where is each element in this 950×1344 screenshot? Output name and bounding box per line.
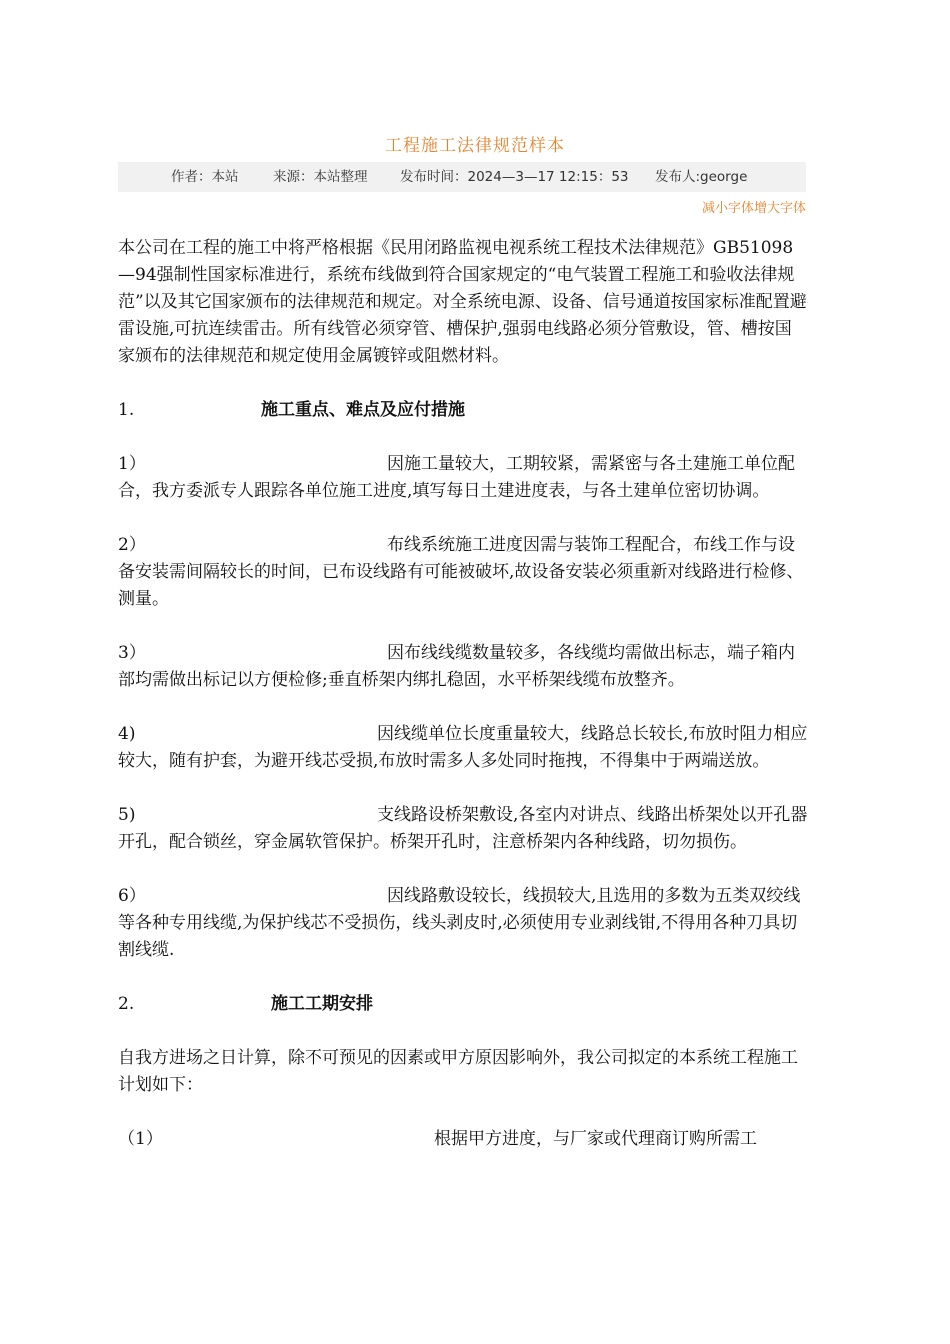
item-text: 支线路设桥架敷设,各室内对讲点、线路出桥架处以开孔器开孔，配合锁丝，穿金属软管保护。桥架开孔时，注意桥架内各种线路，切勿损伤。 xyxy=(118,805,808,852)
item-number: 3） xyxy=(118,643,146,663)
section-1-heading xyxy=(118,397,808,424)
list-item xyxy=(118,721,808,775)
increase-font-link[interactable]: 增大字体 xyxy=(753,201,806,216)
list-item xyxy=(118,451,808,505)
list-item xyxy=(118,640,808,694)
section-2-number: 2. xyxy=(118,994,135,1014)
item-text: 因施工量较大，工期较紧，需紧密与各土建施工单位配合，我方委派专人跟踪各单位施工进度,填写每日土建进度表，与各土建单位密切协调。 xyxy=(118,454,795,501)
list-item xyxy=(118,802,808,856)
list-item xyxy=(118,1126,808,1153)
article-meta-bar xyxy=(118,162,806,192)
item-number: （1） xyxy=(118,1129,163,1149)
section-2-intro: 自我方进场之日计算，除不可预见的因素或甲方原因影响外，我公司拟定的本系统工程施工计划如下： xyxy=(118,1048,798,1095)
meta-publisher: 发布人:george xyxy=(655,169,748,185)
article-body xyxy=(118,235,808,1180)
meta-author: 作者：本站 xyxy=(171,169,239,185)
font-size-controls xyxy=(702,197,806,216)
item-text: 因线路敷设较长，线损较大,且选用的多数为五类双绞线等各种专用线缆,为保护线芯不受损伤，线头剥皮时,必须使用专业剥线钳,不得用各种刀具切割线缆. xyxy=(118,886,801,960)
item-number: 4) xyxy=(118,724,136,744)
item-text: 布线系统施工进度因需与装饰工程配合，布线工作与设备安装需间隔较长的时间，已布设线路有可能被破坏,故设备安装必须重新对线路进行检修、测量。 xyxy=(118,535,804,609)
item-number: 2） xyxy=(118,535,146,555)
item-text: 根据甲方进度，与厂家或代理商订购所需工 xyxy=(434,1129,757,1149)
item-text: 因线缆单位长度重量较大，线路总长较长,布放时阻力相应较大，随有护套，为避开线芯受损,布放时需多人多处同时拖拽，不得集中于两端送放。 xyxy=(118,724,808,771)
section-2-heading xyxy=(118,991,808,1018)
section-2-title: 施工工期安排 xyxy=(271,994,373,1014)
item-number: 5) xyxy=(118,805,136,825)
article-title: 工程施工法律规范样本 xyxy=(385,136,565,156)
section-1-title: 施工重点、难点及应付措施 xyxy=(261,400,465,420)
item-number: 1） xyxy=(118,454,146,474)
intro-paragraph: 本公司在工程的施工中将严格根据《民用闭路监视电视系统工程技术法律规范》GB51098—94强制性国家标准进行，系统布线做到符合国家规定的“电气装置工程施工和验收法律规范”以及其它国家颁布的法律规范和规定。对全系统电源、设备、信号通道按国家标准配置避雷设施,可抗连续雷击。所有线管必须穿管、槽保护,强弱电线路必须分管敷设，管、槽按国家颁布的法律规范和规定使用金属镀锌或阻燃材料。 xyxy=(118,238,807,366)
decrease-font-link[interactable]: 减小字体 xyxy=(701,201,754,216)
item-text: 因布线线缆数量较多，各线缆均需做出标志，端子箱内部均需做出标记以方便检修;垂直桥架内绑扎稳固，水平桥架线缆布放整齐。 xyxy=(118,643,795,690)
list-item xyxy=(118,532,808,613)
section-1-number: 1. xyxy=(118,400,135,420)
list-item xyxy=(118,883,808,964)
meta-published: 发布时间：2024—3—17 12:15：53 xyxy=(400,169,629,185)
meta-source: 来源：本站整理 xyxy=(273,169,368,185)
item-number: 6） xyxy=(118,886,146,906)
